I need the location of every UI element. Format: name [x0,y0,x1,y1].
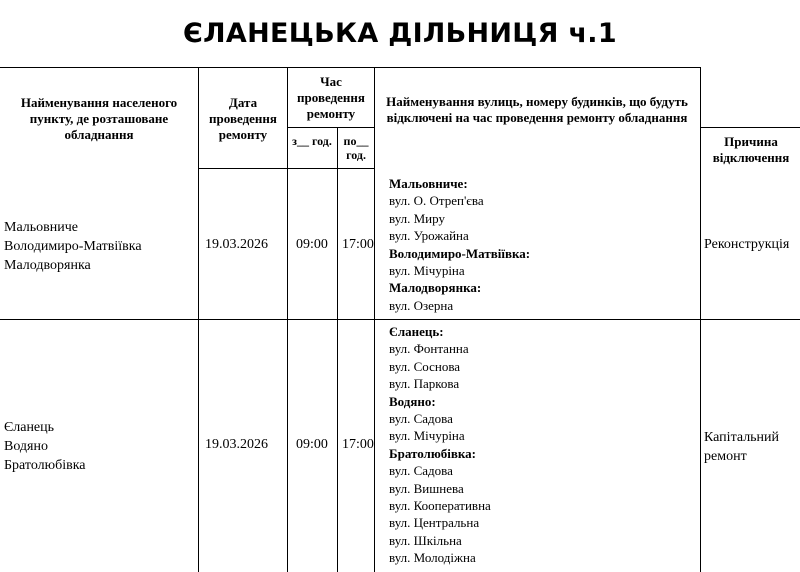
street-item: вул. Шкільна [389,532,462,548]
settlement-name: Малодворянка [4,258,91,273]
street-item: вул. О. Отреп'єва [389,193,484,209]
street-item: вул. Садова [389,463,453,479]
street-item: вул. Фонтанна [389,341,469,357]
header-from: з__ год. [292,134,332,148]
street-item: вул. Мічуріна [389,428,465,444]
reason-line: Реконструкція [704,237,790,252]
row-2-to: 17:00 [342,437,374,452]
street-item: вул. Соснова [389,358,461,374]
row-1-streets [389,175,689,314]
header-reason: Причина відключення [712,134,790,165]
street-item: вул. Озерна [389,297,454,313]
street-item: вул. Молодіжна [389,550,476,566]
row-2-settlements [4,418,196,475]
street-group-heading: Мальовниче: [389,176,468,191]
reason-line: ремонт [704,449,747,464]
street-item: вул. Мічуріна [389,263,465,279]
header-time: Час проведення ремонту [297,74,365,121]
row-2-from: 09:00 [296,437,328,452]
street-group-heading: Володимиро-Матвіївка: [389,245,531,261]
row-2-reason [704,428,800,466]
settlement-name: Братолюбівка [4,458,86,473]
row-1-settlements [4,218,196,275]
street-item: вул. Центральна [389,515,480,531]
reason-line: Капітальний [704,430,780,445]
page-title: ЄЛАНЕЦЬКА ДІЛЬНИЦЯ ч.1 [183,18,617,49]
header-date: Дата проведення ремонту [209,95,277,142]
row-1-date: 19.03.2026 [205,237,268,252]
row-2-date: 19.03.2026 [205,437,268,452]
street-item: вул. Паркова [389,376,460,392]
street-item: вул. Урожайна [389,228,469,244]
row-1-from: 09:00 [296,237,328,252]
settlement-name: Мальовниче [4,220,79,235]
street-group-heading: Братолюбівка: [389,445,477,461]
street-item: вул. Миру [389,210,445,226]
settlement-name: Водяно [4,439,48,454]
row-2-streets [389,323,689,567]
settlement-name: Володимиро-Матвіївка [4,239,142,254]
street-item: вул. Кооперативна [389,498,491,514]
street-group-heading: Водяно: [389,393,436,409]
settlement-name: Єланець [4,420,55,435]
row-1-reason [704,235,800,254]
header-settlement: Найменування населеного пункту, де розташоване обладнання [20,95,178,142]
row-1-to: 17:00 [342,237,374,252]
header-streets: Найменування вулиць, номеру будинків, що будуть відключені на час проведення ремонту обладнання [386,94,688,125]
street-item: вул. Садова [389,411,453,427]
street-group-heading: Малодворянка: [389,280,482,296]
street-group-heading: Єланець: [389,324,444,339]
street-item: вул. Вишнева [389,480,464,496]
header-to: по__ год. [343,134,369,162]
